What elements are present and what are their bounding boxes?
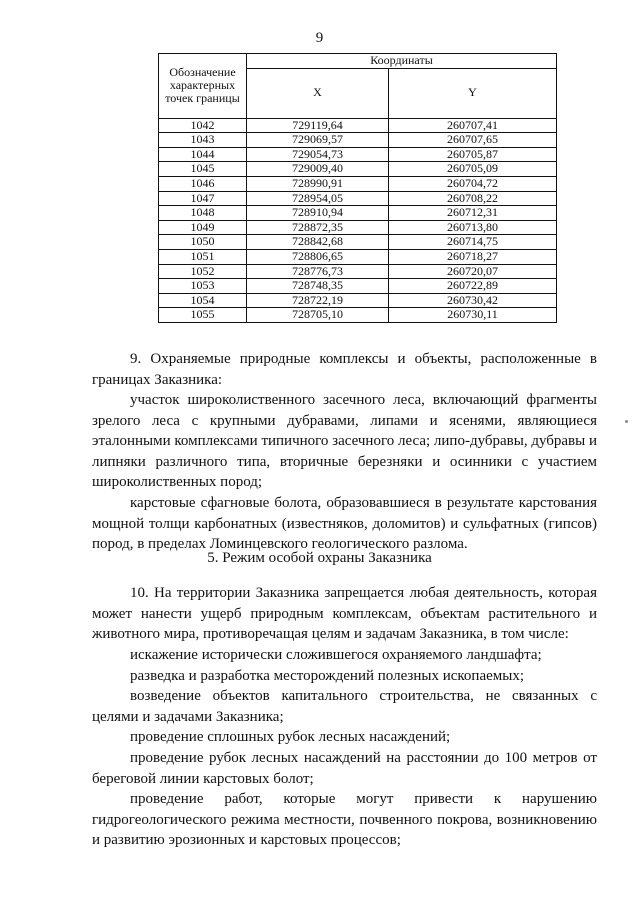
section-10-hydro-works: проведение работ, которые могут привести к нарушению гидрогеологического режима местности, почвенного покрова, возникновению и развитию эрозионных и карстовых процессов; xyxy=(92,791,597,849)
y-coordinate-cell: 260730,11 xyxy=(389,308,557,323)
section-10-clear-cutting: проведение сплошных рубок лесных насаждений; xyxy=(130,729,451,745)
point-id-cell: 1048 xyxy=(159,206,247,221)
x-coordinate-cell: 728705,10 xyxy=(247,308,389,323)
point-id-cell: 1051 xyxy=(159,249,247,264)
table-row xyxy=(159,308,557,323)
y-coordinate-cell: 260707,65 xyxy=(389,133,557,148)
point-id-cell: 1055 xyxy=(159,308,247,323)
point-id-cell: 1050 xyxy=(159,235,247,250)
x-coordinate-cell: 728842,68 xyxy=(247,235,389,250)
y-coordinate-cell: 260705,09 xyxy=(389,162,557,177)
x-coordinate-cell: 728722,19 xyxy=(247,293,389,308)
x-coordinate-cell: 728806,65 xyxy=(247,249,389,264)
y-coordinate-cell: 260712,31 xyxy=(389,206,557,221)
x-coordinate-cell: 729119,64 xyxy=(247,118,389,133)
point-id-cell: 1053 xyxy=(159,279,247,294)
x-coordinate-cell: 728776,73 xyxy=(247,264,389,279)
table-row xyxy=(159,264,557,279)
table-row xyxy=(159,293,557,308)
table-row xyxy=(159,220,557,235)
section-10-mining: разведка и разработка месторождений полезных ископаемых; xyxy=(130,668,524,684)
table-row xyxy=(159,176,557,191)
x-coordinate-cell: 728872,35 xyxy=(247,220,389,235)
y-coordinate-cell: 260704,72 xyxy=(389,176,557,191)
y-coordinate-cell: 260707,41 xyxy=(389,118,557,133)
coordinates-table xyxy=(158,53,557,323)
table-row xyxy=(159,133,557,148)
point-id-cell: 1042 xyxy=(159,118,247,133)
x-coordinate-cell: 728990,91 xyxy=(247,176,389,191)
header-point-designation: Обозначение характерных точек границы xyxy=(159,54,247,119)
y-coordinate-cell: 260720,07 xyxy=(389,264,557,279)
y-coordinate-cell: 260722,89 xyxy=(389,279,557,294)
header-coordinates: Координаты xyxy=(247,54,557,69)
section-5-heading: 5. Режим особой охраны Заказника xyxy=(207,550,432,566)
header-y: Y xyxy=(389,68,557,118)
section-9-forest-site: участок широколиственного засечного леса, включающий фрагменты зрелого леса с крупными дубравами, липами и ясенями, являющиеся эталонными комплексами типичного засечного леса; липо-дубравы, дубравы и липняки различного типа, вторичные березняки и осинники с участием широколиственных пород; xyxy=(92,392,597,491)
y-coordinate-cell: 260730,42 xyxy=(389,293,557,308)
header-x: X xyxy=(247,68,389,118)
y-coordinate-cell: 260705,87 xyxy=(389,147,557,162)
x-coordinate-cell: 728954,05 xyxy=(247,191,389,206)
x-coordinate-cell: 729054,73 xyxy=(247,147,389,162)
point-id-cell: 1045 xyxy=(159,162,247,177)
point-id-cell: 1047 xyxy=(159,191,247,206)
section-10-landscape: искажение исторически сложившегося охраняемого ландшафта; xyxy=(130,647,542,663)
scan-dot xyxy=(625,420,628,423)
table-row xyxy=(159,118,557,133)
x-coordinate-cell: 728910,94 xyxy=(247,206,389,221)
table-row xyxy=(159,206,557,221)
table-row xyxy=(159,249,557,264)
table-row xyxy=(159,162,557,177)
y-coordinate-cell: 260713,80 xyxy=(389,220,557,235)
table-row xyxy=(159,235,557,250)
point-id-cell: 1044 xyxy=(159,147,247,162)
y-coordinate-cell: 260714,75 xyxy=(389,235,557,250)
point-id-cell: 1054 xyxy=(159,293,247,308)
section-10-bog-cutting: проведение рубок лесных насаждений на расстоянии до 100 метров от береговой линии карстовых болот; xyxy=(92,750,597,787)
table-row xyxy=(159,147,557,162)
point-id-cell: 1043 xyxy=(159,133,247,148)
table-row xyxy=(159,279,557,294)
section-10-construction: возведение объектов капитального строительства, не связанных с целями и задачами Заказника; xyxy=(92,688,597,725)
point-id-cell: 1049 xyxy=(159,220,247,235)
section-9-bogs: карстовые сфагновые болота, образовавшиеся в результате карстования мощной толщи карбонатных (известняков, доломитов) и сульфатных (гипсов) пород, в пределах Ломинцевского геологического разлома. xyxy=(92,495,597,553)
x-coordinate-cell: 728748,35 xyxy=(247,279,389,294)
y-coordinate-cell: 260718,27 xyxy=(389,249,557,264)
section-9-intro: 9. Охраняемые природные комплексы и объекты, расположенные в границах Заказника: xyxy=(92,351,597,388)
x-coordinate-cell: 729009,40 xyxy=(247,162,389,177)
page-number: 9 xyxy=(315,30,324,46)
table-row xyxy=(159,191,557,206)
point-id-cell: 1046 xyxy=(159,176,247,191)
y-coordinate-cell: 260708,22 xyxy=(389,191,557,206)
point-id-cell: 1052 xyxy=(159,264,247,279)
section-10-intro: 10. На территории Заказника запрещается любая деятельность, которая может нанести ущерб природным комплексам, объектам растительного и животного мира, противоречащая целям и задачам Заказника, в том числе: xyxy=(92,585,597,643)
x-coordinate-cell: 729069,57 xyxy=(247,133,389,148)
